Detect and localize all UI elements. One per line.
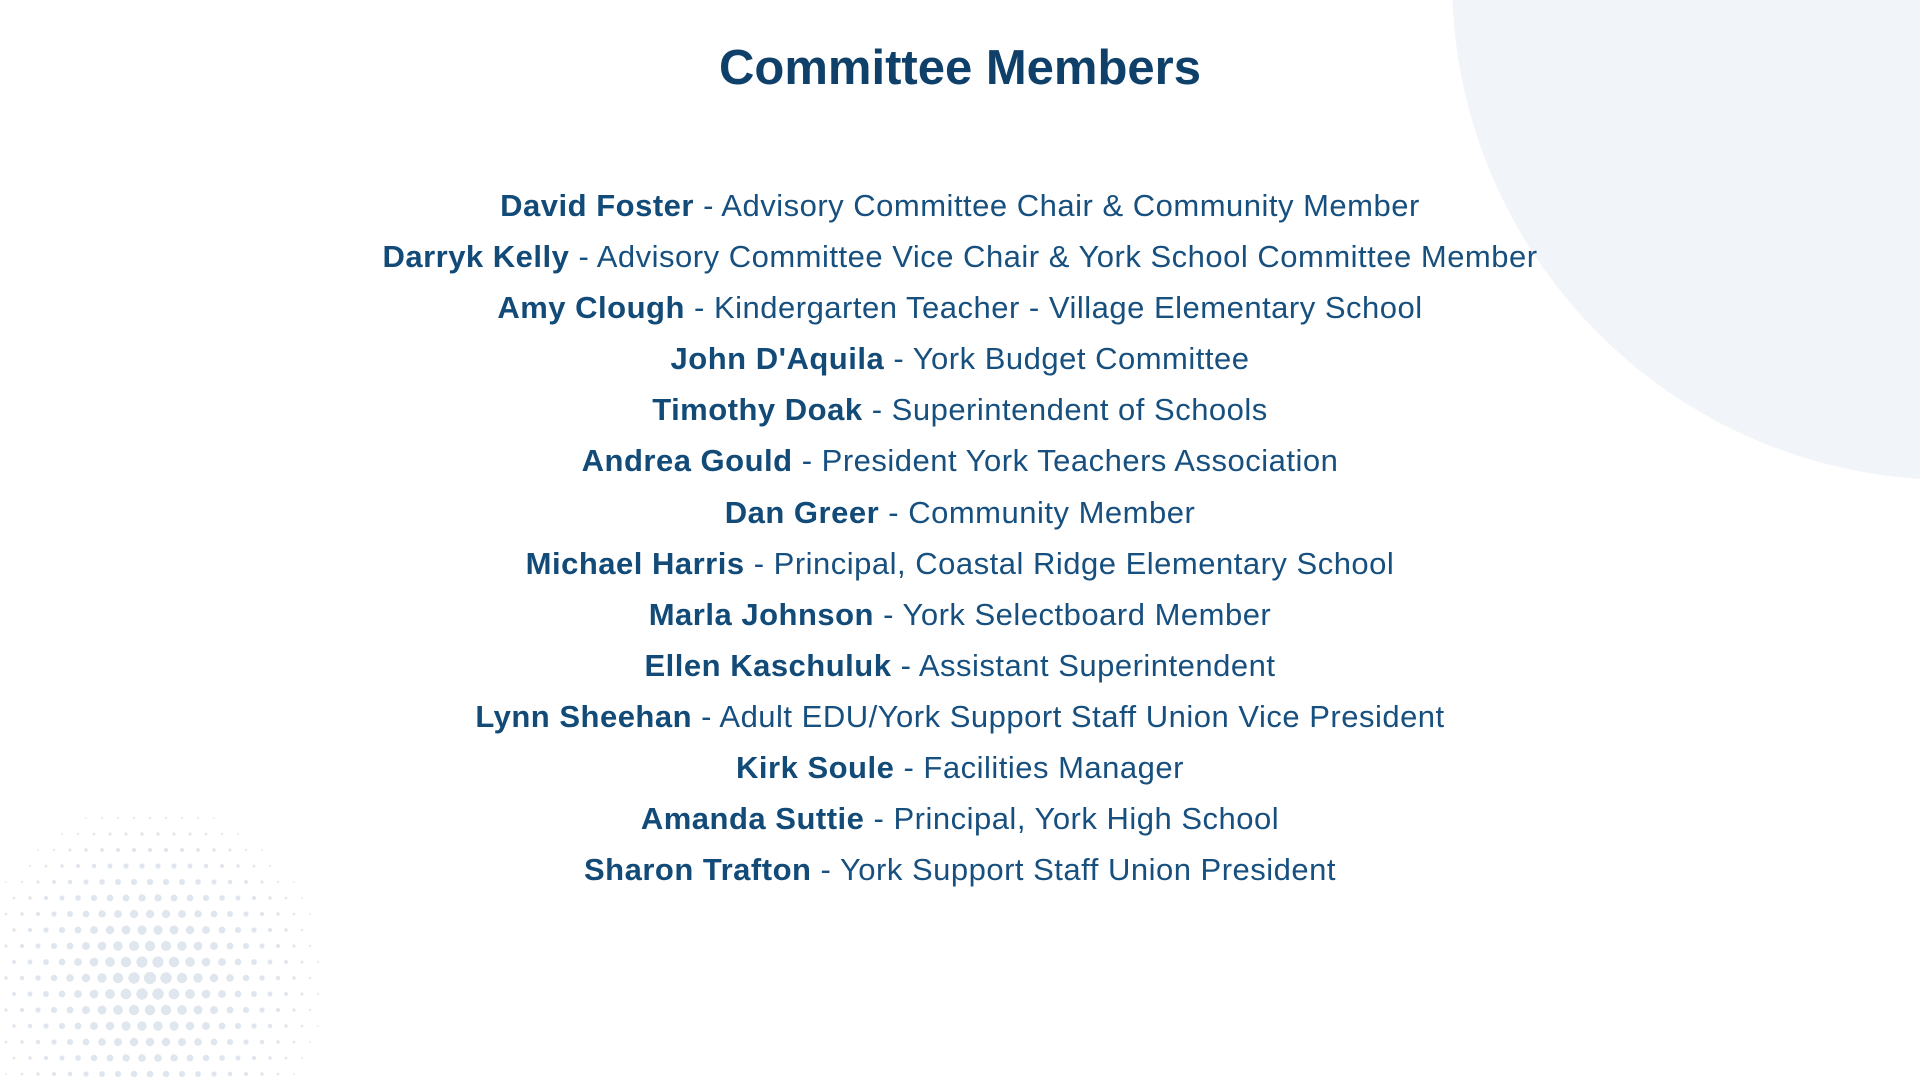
- decorative-dot: [260, 912, 264, 916]
- decorative-dot: [276, 944, 280, 948]
- decorative-dot: [243, 1039, 248, 1044]
- decorative-dot: [276, 1008, 280, 1012]
- member-separator: -: [684, 290, 714, 326]
- decorative-dot: [169, 1021, 178, 1030]
- decorative-dot: [107, 895, 114, 902]
- member-separator: -: [874, 596, 903, 632]
- decorative-dot: [211, 1039, 218, 1046]
- decorative-dot: [227, 1039, 233, 1045]
- decorative-dot: [113, 973, 123, 983]
- member-row: [0, 640, 1920, 691]
- member-name: Amy Clough: [497, 290, 685, 326]
- decorative-dot: [218, 990, 226, 998]
- page-title: Committee Members: [719, 41, 1201, 95]
- decorative-dot: [194, 1006, 203, 1015]
- decorative-dot: [90, 926, 98, 934]
- decorative-dot: [98, 942, 107, 951]
- member-list: [0, 180, 1920, 895]
- decorative-dot: [177, 941, 187, 951]
- member-role: York Budget Committee: [912, 341, 1250, 377]
- decorative-dot: [20, 944, 24, 948]
- decorative-dot: [301, 929, 303, 931]
- decorative-dot: [51, 1039, 56, 1044]
- member-name: Dan Greer: [724, 494, 880, 530]
- decorative-dot: [284, 992, 288, 996]
- decorative-dot: [44, 896, 48, 900]
- decorative-dot: [259, 1007, 264, 1012]
- decorative-dot: [106, 926, 114, 934]
- member-role: Community Member: [908, 494, 1196, 530]
- member-separator: -: [744, 545, 774, 581]
- decorative-dot: [309, 913, 311, 915]
- decorative-dot: [44, 1056, 48, 1060]
- decorative-dot: [170, 926, 179, 935]
- member-separator: -: [693, 188, 722, 223]
- decorative-dot: [268, 896, 271, 899]
- decorative-dot: [187, 1055, 194, 1062]
- decorative-dot: [59, 959, 66, 966]
- decorative-dot: [4, 1008, 7, 1011]
- decorative-dot: [210, 974, 218, 982]
- decorative-dot: [194, 942, 203, 951]
- decorative-dot: [218, 958, 226, 966]
- decorative-dot: [185, 989, 195, 999]
- decorative-dot: [106, 1022, 115, 1031]
- decorative-dot: [170, 894, 177, 901]
- decorative-dot: [284, 928, 287, 931]
- decorative-dot: [169, 989, 180, 1000]
- decorative-dot: [12, 1024, 16, 1028]
- decorative-dot: [210, 942, 218, 950]
- decorative-dot: [74, 1022, 81, 1029]
- decorative-dot: [226, 974, 233, 981]
- decorative-dot: [178, 1038, 186, 1046]
- member-row: [0, 435, 1920, 486]
- decorative-dot: [43, 927, 48, 932]
- decorative-dot: [35, 1007, 40, 1012]
- decorative-dot: [128, 972, 139, 983]
- decorative-dot: [169, 957, 180, 968]
- decorative-dot: [293, 913, 296, 916]
- decorative-dot: [121, 1021, 130, 1030]
- decorative-dot: [219, 1055, 225, 1061]
- decorative-dot: [152, 988, 163, 999]
- decorative-dot: [219, 927, 226, 934]
- member-separator: -: [891, 647, 919, 683]
- decorative-dot: [36, 912, 40, 916]
- decorative-dot: [28, 1024, 32, 1028]
- decorative-dot: [90, 990, 99, 999]
- decorative-dot: [115, 1071, 121, 1077]
- decorative-dot: [285, 1057, 288, 1060]
- decorative-dot: [211, 911, 218, 918]
- decorative-dot: [226, 1006, 233, 1013]
- decorative-dot: [147, 1071, 154, 1078]
- decorative-dot: [301, 961, 304, 964]
- member-row: [0, 538, 1920, 589]
- decorative-dot: [293, 1073, 295, 1075]
- decorative-dot: [59, 1023, 65, 1029]
- decorative-dot: [107, 1055, 114, 1062]
- decorative-dot: [36, 1040, 40, 1044]
- decorative-dot: [98, 1038, 106, 1046]
- decorative-dot: [228, 1072, 233, 1077]
- decorative-dot: [51, 975, 57, 981]
- decorative-dot: [276, 976, 280, 980]
- member-name: Andrea Gould: [581, 443, 793, 479]
- decorative-dot: [4, 944, 7, 947]
- decorative-dot: [162, 1038, 170, 1046]
- decorative-dot: [301, 1025, 304, 1028]
- decorative-dot: [113, 1005, 123, 1015]
- decorative-dot: [285, 897, 288, 900]
- decorative-dot: [251, 927, 256, 932]
- decorative-dot: [202, 958, 211, 967]
- decorative-dot: [203, 1055, 209, 1061]
- decorative-dot: [82, 974, 90, 982]
- decorative-dot: [145, 1005, 156, 1016]
- decorative-dot: [251, 959, 257, 965]
- member-role: Superintendent of Schools: [891, 392, 1268, 428]
- decorative-dot: [309, 1009, 311, 1011]
- member-name: Marla Johnson: [648, 596, 874, 632]
- decorative-dot: [90, 958, 99, 967]
- member-row: [0, 231, 1920, 282]
- decorative-dot: [277, 1073, 280, 1076]
- decorative-dot: [186, 1022, 195, 1031]
- decorative-dot: [5, 913, 8, 916]
- decorative-dot: [136, 988, 147, 999]
- member-separator: -: [692, 698, 720, 734]
- decorative-dot: [259, 943, 264, 948]
- decorative-dot: [12, 992, 16, 996]
- decorative-dot: [260, 1072, 263, 1075]
- decorative-dot: [59, 991, 66, 998]
- decorative-dot: [309, 1041, 311, 1043]
- member-row: [0, 691, 1920, 742]
- decorative-dot: [28, 896, 31, 899]
- decorative-dot: [293, 1041, 296, 1044]
- decorative-dot: [152, 956, 163, 967]
- decorative-dot: [67, 1039, 73, 1045]
- decorative-dot: [43, 991, 49, 997]
- decorative-dot: [28, 1056, 32, 1060]
- decorative-dot: [154, 894, 161, 901]
- member-role: Principal, York High School: [893, 801, 1280, 837]
- member-role: Facilities Manager: [923, 750, 1184, 786]
- decorative-dot: [13, 1057, 16, 1060]
- decorative-dot: [260, 1040, 264, 1044]
- member-role: Advisory Committee Vice Chair & York School Committee Member: [596, 239, 1538, 275]
- decorative-dot: [268, 1024, 272, 1028]
- decorative-dot: [131, 1071, 137, 1077]
- decorative-dot: [219, 895, 225, 901]
- decorative-dot: [113, 941, 123, 951]
- decorative-dot: [243, 975, 249, 981]
- decorative-dot: [82, 1006, 90, 1014]
- decorative-dot: [146, 1038, 155, 1047]
- decorative-dot: [292, 976, 295, 979]
- decorative-dot: [177, 1005, 187, 1015]
- decorative-dot: [244, 1072, 248, 1076]
- decorative-dot: [317, 961, 319, 963]
- decorative-dot: [13, 897, 16, 900]
- decorative-dot: [74, 990, 82, 998]
- decorative-dot: [75, 895, 81, 901]
- decorative-dot: [83, 911, 90, 918]
- decorative-dot: [177, 973, 187, 983]
- decorative-dot: [268, 992, 273, 997]
- member-row: [0, 282, 1920, 333]
- decorative-dot: [28, 960, 33, 965]
- member-name: Lynn Sheehan: [475, 698, 693, 734]
- member-role: President York Teachers Association: [821, 443, 1339, 479]
- decorative-dot: [114, 910, 122, 918]
- decorative-dot: [20, 1008, 24, 1012]
- decorative-dot: [4, 976, 7, 979]
- decorative-dot: [268, 928, 272, 932]
- decorative-dot: [235, 1055, 240, 1060]
- decorative-dot: [114, 1038, 122, 1046]
- decorative-dot: [51, 911, 56, 916]
- member-role: Assistant Superintendent: [918, 647, 1276, 683]
- decorative-dot: [51, 1007, 57, 1013]
- decorative-dot: [122, 1054, 129, 1061]
- decorative-dot: [146, 910, 154, 918]
- decorative-dot: [292, 1008, 295, 1011]
- member-row: [0, 333, 1920, 384]
- decorative-dot: [210, 1006, 218, 1014]
- decorative-dot: [130, 1038, 138, 1046]
- decorative-dot: [36, 1072, 39, 1075]
- decorative-dot: [202, 990, 211, 999]
- decorative-dot: [75, 927, 82, 934]
- decorative-dot: [83, 1071, 88, 1076]
- decorative-dot: [138, 1054, 146, 1062]
- decorative-dot: [52, 1072, 56, 1076]
- decorative-dot: [12, 928, 15, 931]
- decorative-dot: [5, 1073, 7, 1075]
- decorative-dot: [309, 977, 311, 979]
- member-row: [0, 487, 1920, 538]
- member-name: Darryk Kelly: [382, 239, 570, 275]
- decorative-dot: [185, 957, 195, 967]
- member-name: Ellen Kaschuluk: [644, 647, 892, 683]
- decorative-dot: [252, 896, 256, 900]
- decorative-dot: [20, 912, 23, 915]
- member-role: York Selectboard Member: [902, 596, 1272, 632]
- member-role: Adult EDU/York Support Staff Union Vice President: [719, 698, 1445, 734]
- decorative-dot: [91, 895, 97, 901]
- member-name: Kirk Soule: [736, 750, 895, 786]
- decorative-dot: [137, 925, 146, 934]
- decorative-dot: [137, 1021, 147, 1031]
- decorative-dot: [194, 910, 201, 917]
- decorative-dot: [51, 943, 57, 949]
- decorative-dot: [129, 1005, 139, 1015]
- member-role: Advisory Committee Chair & Community Member: [721, 188, 1420, 223]
- decorative-dot: [28, 928, 32, 932]
- decorative-dot: [284, 1024, 288, 1028]
- member-name: John D'Aquila: [670, 341, 885, 377]
- decorative-dot: [5, 1041, 8, 1044]
- decorative-dot: [35, 943, 40, 948]
- decorative-dot: [161, 1005, 171, 1015]
- member-row: [0, 589, 1920, 640]
- decorative-dot: [276, 1040, 280, 1044]
- decorative-dot: [66, 974, 73, 981]
- decorative-dot: [98, 1006, 107, 1015]
- decorative-dot: [91, 1055, 97, 1061]
- decorative-dot: [43, 959, 49, 965]
- decorative-dot: [259, 975, 264, 980]
- decorative-dot: [179, 1071, 185, 1077]
- decorative-dot: [136, 956, 147, 967]
- member-row: [0, 180, 1920, 231]
- decorative-dot: [153, 1021, 163, 1031]
- decorative-dot: [66, 1006, 73, 1013]
- decorative-dot: [161, 941, 171, 951]
- decorative-dot: [43, 1023, 48, 1028]
- decorative-dot: [97, 973, 106, 982]
- decorative-dot: [236, 896, 241, 901]
- decorative-dot: [74, 958, 82, 966]
- decorative-dot: [251, 991, 257, 997]
- decorative-dot: [202, 1022, 210, 1030]
- decorative-dot: [154, 1054, 162, 1062]
- member-separator: -: [862, 392, 892, 428]
- decorative-dot: [235, 1023, 241, 1029]
- decorative-dot: [105, 957, 115, 967]
- decorative-dot: [20, 1040, 24, 1044]
- member-name: Amanda Suttie: [640, 801, 865, 837]
- member-role: Principal, Coastal Ridge Elementary School: [773, 545, 1395, 581]
- decorative-dot: [301, 993, 304, 996]
- decorative-dot: [122, 894, 129, 901]
- decorative-dot: [202, 926, 210, 934]
- decorative-dot: [268, 960, 273, 965]
- decorative-dot: [317, 993, 319, 995]
- decorative-dot: [187, 895, 194, 902]
- decorative-dot: [284, 960, 288, 964]
- decorative-dot: [20, 976, 24, 980]
- decorative-dot: [121, 957, 132, 968]
- decorative-dot: [28, 992, 33, 997]
- member-separator: -: [864, 801, 894, 837]
- decorative-dot: [35, 975, 40, 980]
- decorative-dot: [129, 941, 139, 951]
- member-row: [0, 742, 1920, 793]
- decorative-dot: [309, 945, 311, 947]
- member-separator: -: [884, 341, 913, 377]
- decorative-dot: [292, 944, 295, 947]
- decorative-dot: [153, 925, 162, 934]
- member-separator: -: [894, 750, 924, 786]
- decorative-dot: [276, 912, 279, 915]
- decorative-dot: [59, 1055, 64, 1060]
- member-name: Sharon Trafton: [583, 852, 812, 888]
- decorative-dot: [227, 911, 233, 917]
- decorative-dot: [193, 973, 202, 982]
- member-row: [0, 384, 1920, 435]
- decorative-dot: [98, 910, 105, 917]
- decorative-dot: [12, 960, 16, 964]
- decorative-dot: [243, 1007, 249, 1013]
- decorative-dot: [186, 926, 194, 934]
- decorative-dot: [203, 895, 209, 901]
- decorative-dot: [60, 896, 65, 901]
- decorative-dot: [251, 1023, 256, 1028]
- member-separator: -: [569, 239, 597, 275]
- decorative-dot: [235, 959, 242, 966]
- decorative-dot: [162, 910, 170, 918]
- decorative-dot: [194, 1038, 202, 1046]
- decorative-dot: [121, 989, 132, 1000]
- decorative-dot: [178, 910, 186, 918]
- member-name: Michael Harris: [525, 545, 745, 581]
- decorative-dot: [130, 910, 138, 918]
- decorative-dot: [301, 897, 303, 899]
- decorative-dot: [59, 927, 65, 933]
- decorative-dot: [82, 942, 90, 950]
- decorative-dot: [218, 1022, 225, 1029]
- member-separator: -: [811, 852, 840, 888]
- member-name: Timothy Doak: [652, 392, 863, 428]
- decorative-dot: [67, 911, 73, 917]
- member-separator: -: [792, 443, 822, 479]
- decorative-dot: [66, 942, 73, 949]
- decorative-dot: [211, 1071, 216, 1076]
- member-name: David Foster: [500, 188, 694, 223]
- decorative-dot: [235, 927, 241, 933]
- member-role: Kindergarten Teacher - Village Elementary School: [713, 290, 1423, 326]
- decorative-dot: [160, 972, 171, 983]
- decorative-dot: [145, 941, 155, 951]
- decorative-dot: [144, 972, 156, 984]
- decorative-dot: [83, 1039, 90, 1046]
- decorative-dot: [235, 991, 242, 998]
- decorative-dot: [75, 1055, 81, 1061]
- decorative-dot: [90, 1022, 98, 1030]
- decorative-dot: [163, 1071, 169, 1077]
- decorative-dot: [301, 1057, 303, 1059]
- decorative-dot: [268, 1056, 272, 1060]
- decorative-dot: [226, 942, 233, 949]
- decorative-dot: [21, 1073, 24, 1076]
- member-row: [0, 844, 1920, 895]
- decorative-dot: [243, 911, 248, 916]
- decorative-dot: [317, 1025, 319, 1027]
- decorative-dot: [138, 894, 145, 901]
- decorative-dot: [243, 943, 249, 949]
- decorative-dot: [195, 1071, 201, 1077]
- member-row: [0, 793, 1920, 844]
- member-role: York Support Staff Union President: [839, 852, 1337, 888]
- decorative-dot: [252, 1056, 256, 1060]
- member-separator: -: [879, 494, 909, 530]
- decorative-dot: [170, 1054, 177, 1061]
- decorative-dot: [68, 1072, 73, 1077]
- decorative-dot: [122, 926, 131, 935]
- decorative-dot: [105, 989, 115, 999]
- decorative-dot: [99, 1071, 105, 1077]
